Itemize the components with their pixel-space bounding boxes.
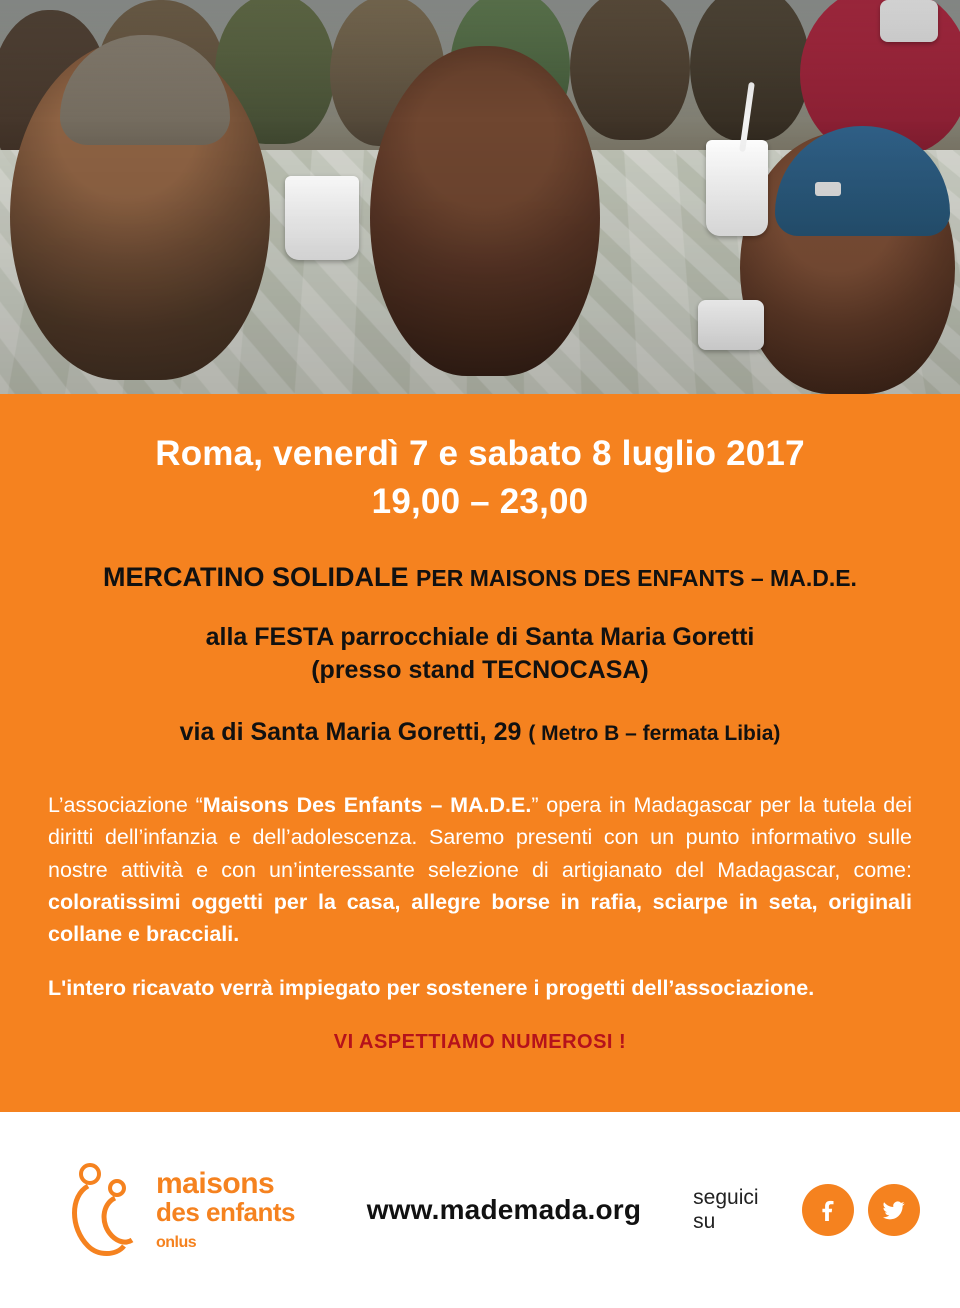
description-part-1: L’associazione “ <box>48 793 203 817</box>
address-street: via di Santa Maria Goretti, 29 <box>179 718 522 746</box>
venue-line-1: alla FESTA parrocchiale di Santa Maria Goretti <box>205 622 755 651</box>
logo-line-2-text: des enfants <box>156 1197 295 1227</box>
address-metro: ( Metro B – fermata Libia) <box>528 722 781 745</box>
market-title-rest: PER MAISONS DES ENFANTS – MA.D.E. <box>416 564 857 591</box>
social-links <box>802 1184 920 1236</box>
maisons-des-enfants-logo-icon <box>68 1162 146 1258</box>
address-block <box>48 718 912 747</box>
venue-line-2: (presso stand TECNOCASA) <box>311 656 649 685</box>
description-second-paragraph: L'intero ricavato verrà impiegato per sostenere i progetti dell’associazione. <box>48 976 815 1001</box>
headline-time: 19,00 – 23,00 <box>371 481 589 521</box>
description-part-2: ” opera in Madagascar per la tutela dei diritti dell’infanzia e dell’adolescenza. Saremo presenti con un punto informativo sulle nostre attività e con un’interessante selezione di artigianato del Madagascar, come: <box>48 793 912 882</box>
website-url[interactable]: www.mademada.org <box>366 1194 642 1225</box>
logo-line-2 <box>156 1199 323 1251</box>
description-paragraph <box>48 789 912 950</box>
event-headline <box>48 432 912 524</box>
organization-logo[interactable] <box>68 1162 323 1258</box>
description-org-name: Maisons Des Enfants – MA.D.E. <box>202 793 532 817</box>
facebook-icon[interactable] <box>802 1184 854 1236</box>
follow-label: seguici su <box>693 1186 759 1233</box>
closing-call: VI ASPETTIAMO NUMEROSI ! <box>333 1031 627 1054</box>
market-title <box>48 562 912 593</box>
description-highlight: coloratissimi oggetti per la casa, allegre borse in rafia, sciarpe in seta, originali collane e bracciali. <box>48 889 912 946</box>
logo-line-1: maisons <box>156 1167 275 1200</box>
market-title-strong: MERCATINO SOLIDALE <box>103 561 409 592</box>
footer <box>0 1112 960 1308</box>
headline-date: Roma, venerdì 7 e sabato 8 luglio 2017 <box>155 434 805 473</box>
logo-onlus: onlus <box>156 1234 197 1251</box>
event-content <box>0 394 960 1112</box>
photo-shading <box>0 0 960 394</box>
twitter-icon[interactable] <box>868 1184 920 1236</box>
venue-block <box>48 621 912 689</box>
logo-wordmark <box>156 1169 323 1251</box>
header-photo <box>0 0 960 394</box>
